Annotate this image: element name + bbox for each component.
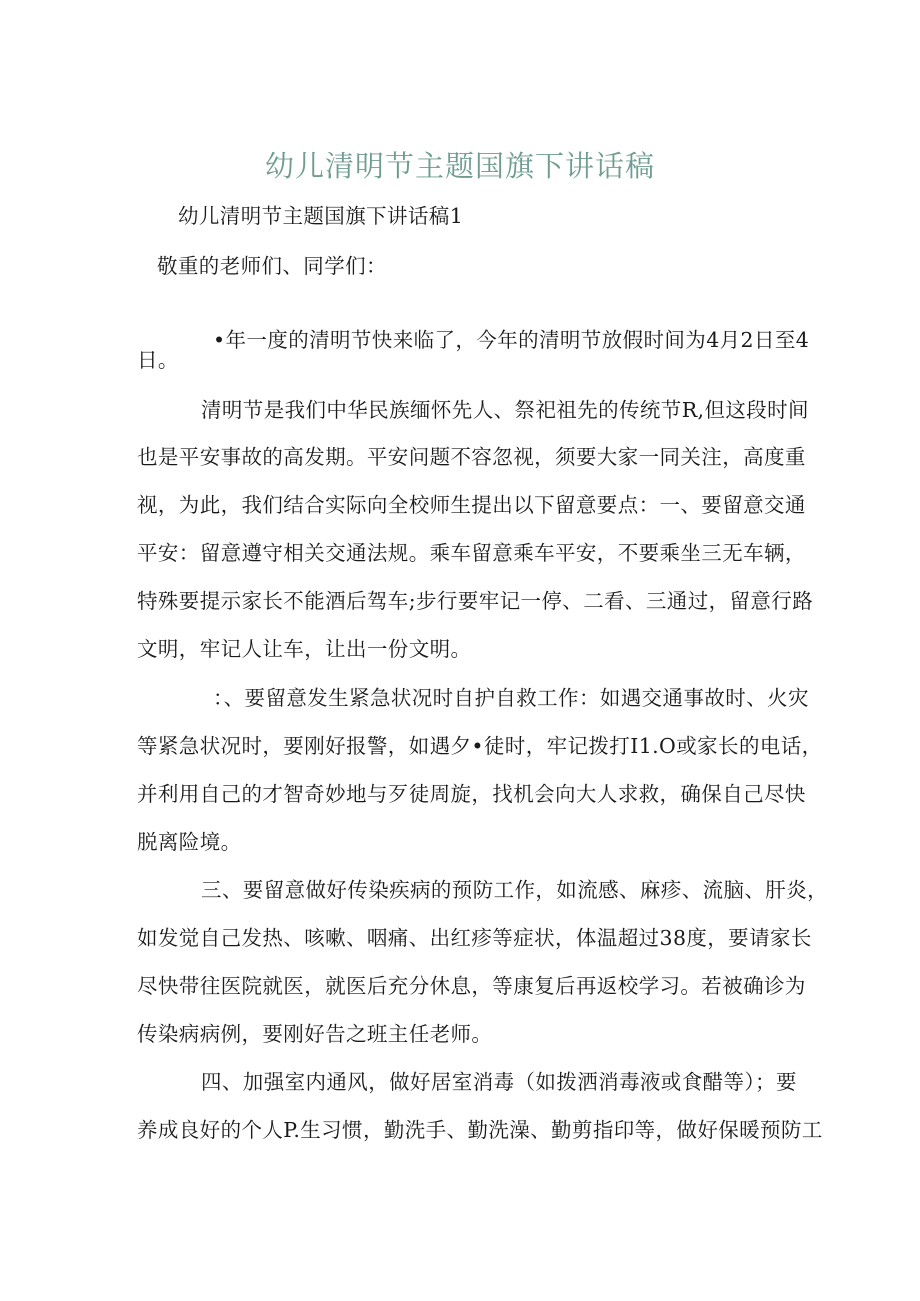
paragraph-5-line-2: 养成良好的个人P.生习惯，勤洗手、勤洗澡、勤剪指印等，做好保暖预防工 [137, 1118, 823, 1142]
paragraph-3-line-4: 脱离险境。 [137, 830, 242, 854]
paragraph-4-line-3: 尽快带往医院就医，就医后充分休息，等康复后再返校学习。若被确诊为 [137, 974, 806, 998]
greeting: 敬重的老师们、同学们： [157, 254, 387, 278]
paragraph-2-line-3: 视，为此，我们结合实际向全校师生提出以下留意要点：一、要留意交通 [137, 493, 806, 517]
paragraph-2-line-1: 清明节是我们中华民族缅怀先人、祭祀祖先的传统节R,但这段时间 [201, 398, 809, 422]
document-subtitle: 幼儿清明节主题国旗下讲话稿1 [178, 204, 464, 228]
paragraph-4-line-1: 三、要留意做好传染疾病的预防工作，如流感、麻疹、流脑、肝炎， [201, 878, 828, 902]
paragraph-3-line-2: 等紧急状况时，要刚好报警，如遇夕•徒时，牢记拨打I1.O或家长的电话， [137, 734, 823, 758]
paragraph-5-line-1: 四、加强室内通风，做好居室消毒（如拨洒消毒液或食醋等）；要 [201, 1070, 797, 1094]
paragraph-4-line-4: 传染病病例，要刚好告之班主任老师。 [137, 1022, 493, 1046]
paragraph-2-line-6: 文明，牢记人让车，让出一份文明。 [137, 637, 472, 661]
paragraph-1-line-2: 日。 [137, 348, 179, 372]
paragraph-2-line-4: 平安：留意遵守相关交通法规。乘车留意乘车平安，不要乘坐三无车辆， [137, 541, 806, 565]
paragraph-3-line-1: ：、要留意发生紧急状况时自护自救工作：如遇交通事故时、火灾 [213, 686, 809, 710]
paragraph-1-line-1: •年一度的清明节快来临了，今年的清明节放假时间为4月2日至4 [213, 328, 810, 352]
paragraph-2-line-2: 也是平安事故的高发期。平安问题不容忽视，须要大家一同关注，高度重 [137, 445, 806, 469]
paragraph-3-line-3: 并利用自己的才智奇妙地与歹徒周旋，找机会向大人求救，确保自己尽快 [137, 782, 806, 806]
paragraph-4-line-2: 如发觉自己发热、咳嗽、咽痛、出红疹等症状，体温超过38度，要请家长 [137, 926, 812, 950]
paragraph-2-line-5: 特殊要提示家长不能酒后驾车;步行要牢记一停、二看、三通过，留意行路 [137, 589, 814, 613]
document-title: 幼儿清明节主题国旗下讲话稿 [264, 149, 655, 183]
